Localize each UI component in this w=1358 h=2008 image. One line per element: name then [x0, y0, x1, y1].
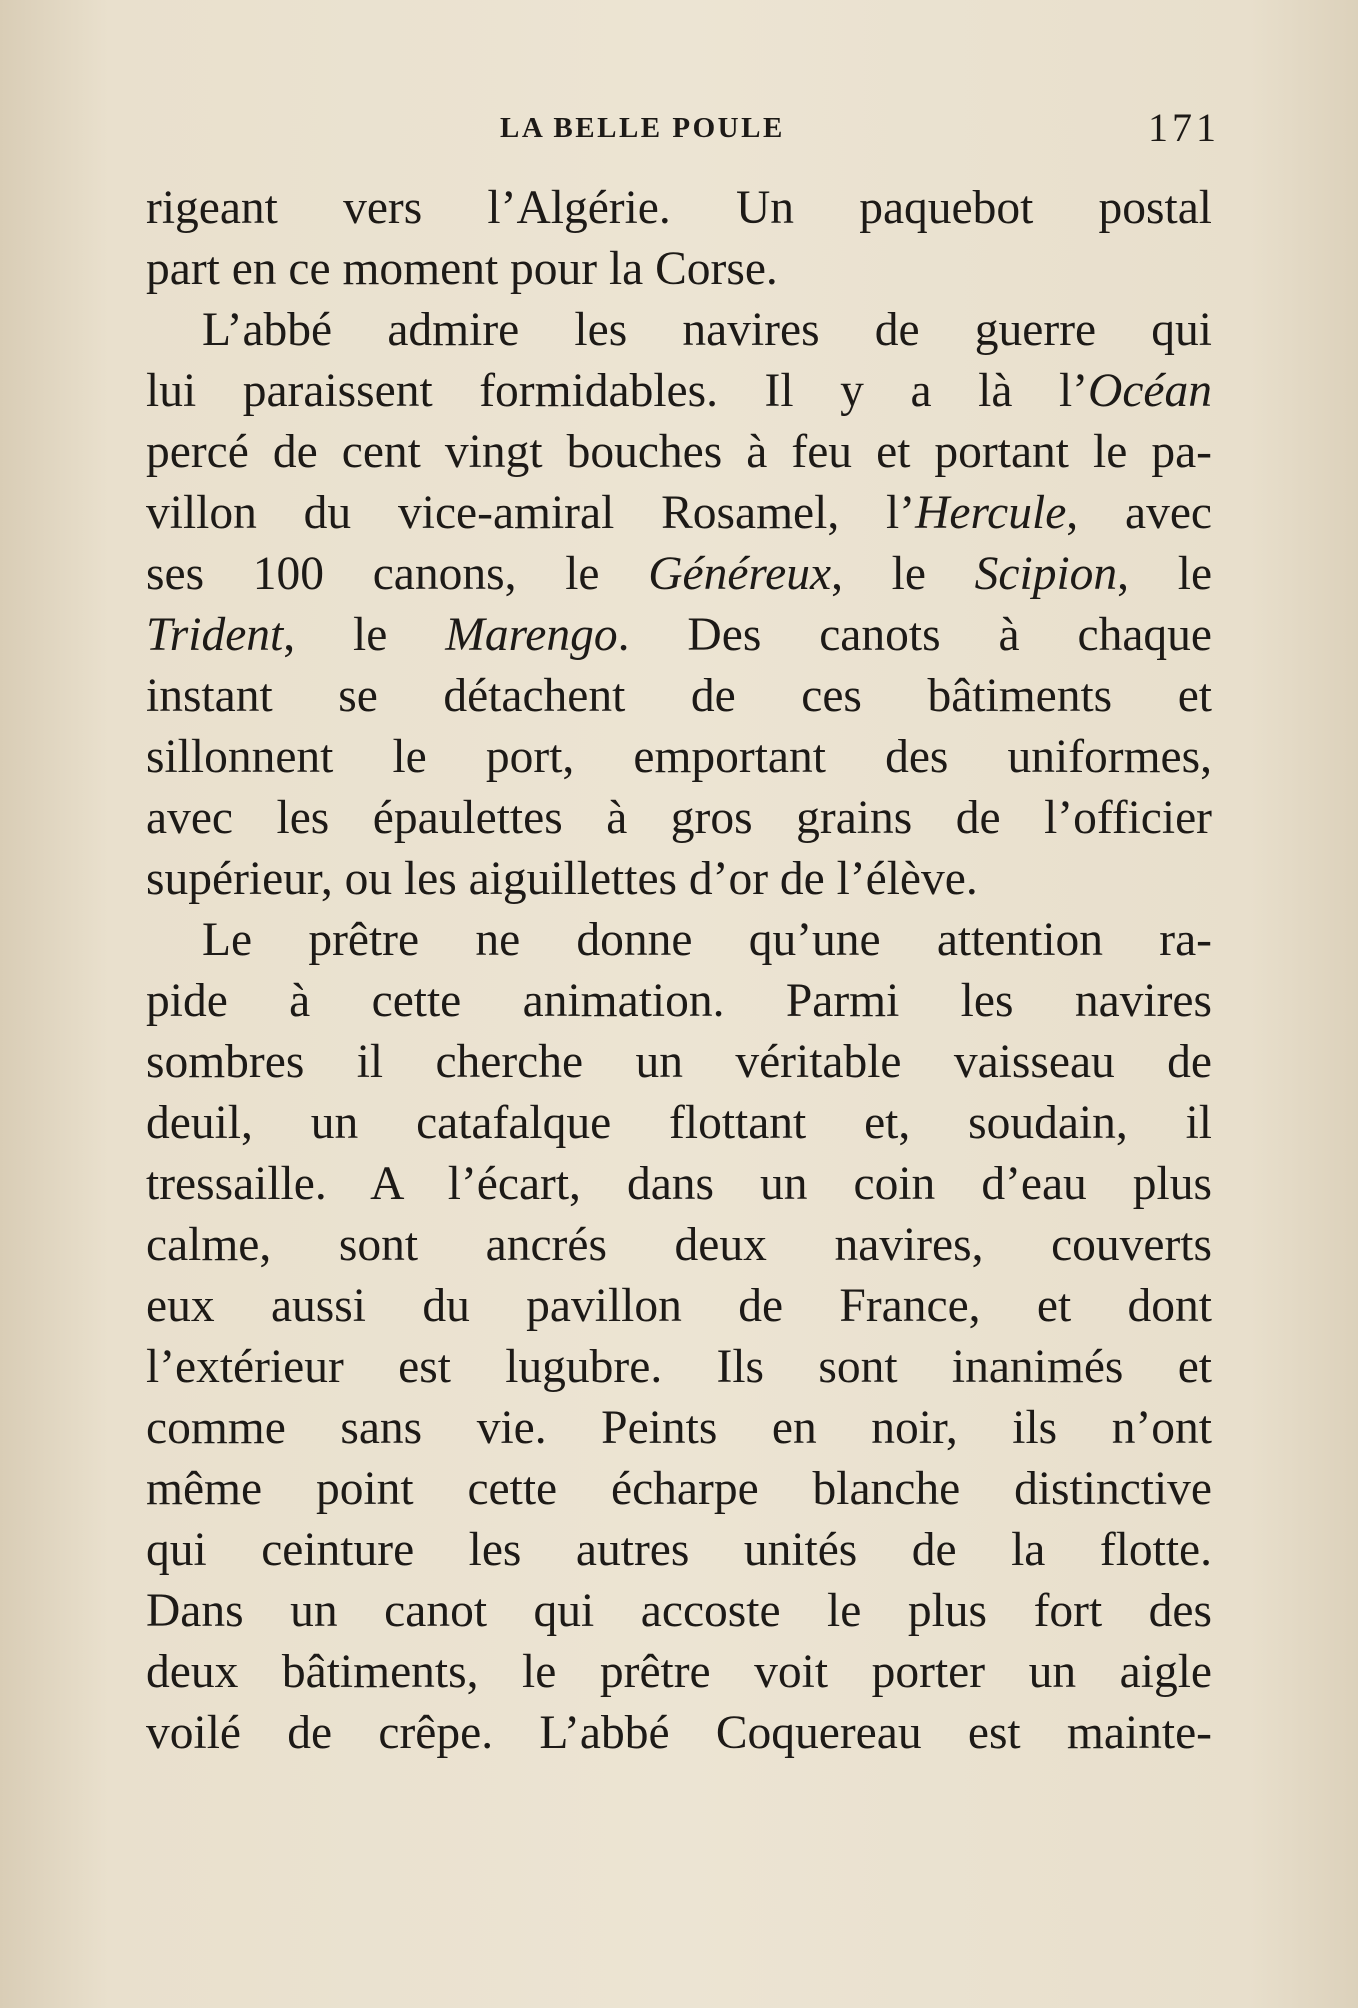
- page-number: 171: [1148, 105, 1220, 150]
- text-line: percé de cent vingt bouches à feu et portant le pa-: [146, 426, 1212, 478]
- ship-name: Scipion: [974, 548, 1118, 600]
- text-line: eux aussi du pavillon de France, et dont: [146, 1280, 1212, 1332]
- text-line: lui paraissent formidables. Il y a là l’Océan: [146, 365, 1212, 417]
- text-line: villon du vice-amiral Rosamel, l’Hercule, avec: [146, 487, 1213, 539]
- text-line: rigeant vers l’Algérie. Un paquebot postal: [146, 182, 1212, 234]
- text-line: voilé de crêpe. L’abbé Coquereau est mainte-: [146, 1707, 1212, 1759]
- text-line: sombres il cherche un véritable vaisseau de: [146, 1036, 1212, 1088]
- running-title: LA BELLE POULE: [500, 112, 785, 144]
- text-line: Dans un canot qui accoste le plus fort des: [146, 1585, 1212, 1637]
- body-text: [146, 178, 1212, 1764]
- text-line: tressaille. A l’écart, dans un coin d’eau plus: [146, 1158, 1212, 1210]
- text-line: Le prêtre ne donne qu’une attention ra-: [202, 914, 1212, 966]
- text-line: part en ce moment pour la Corse.: [146, 243, 778, 295]
- text-line: qui ceinture les autres unités de la flotte.: [146, 1524, 1212, 1576]
- text-line: sillonnent le port, emportant des uniformes,: [146, 731, 1212, 783]
- ship-name: Hercule: [915, 487, 1067, 539]
- text-line: instant se détachent de ces bâtiments et: [146, 670, 1212, 722]
- text-line: calme, sont ancrés deux navires, couverts: [146, 1219, 1212, 1271]
- text-line: l’extérieur est lugubre. Ils sont inanimés et: [146, 1341, 1212, 1393]
- text-line: deux bâtiments, le prêtre voit porter un aigle: [146, 1646, 1212, 1698]
- text-line: comme sans vie. Peints en noir, ils n’ont: [146, 1402, 1212, 1454]
- text-line: supérieur, ou les aiguillettes d’or de l’élève.: [146, 853, 978, 905]
- ship-name: Généreux: [648, 548, 832, 600]
- text-line: Trident, le Marengo. Des canots à chaque: [146, 609, 1212, 661]
- ship-name: Marengo: [445, 609, 618, 661]
- text-line: ses 100 canons, le Généreux, le Scipion, le: [146, 548, 1213, 600]
- text-line: même point cette écharpe blanche distinctive: [146, 1463, 1212, 1515]
- ship-name: Océan: [1088, 365, 1212, 417]
- running-head: [140, 105, 1220, 152]
- text-line: avec les épaulettes à gros grains de l’officier: [146, 792, 1212, 844]
- text-line: pide à cette animation. Parmi les navires: [146, 975, 1212, 1027]
- text-line: deuil, un catafalque flottant et, soudain, il: [146, 1097, 1212, 1149]
- text-line: L’abbé admire les navires de guerre qui: [202, 304, 1212, 356]
- ship-name: Trident: [146, 609, 284, 661]
